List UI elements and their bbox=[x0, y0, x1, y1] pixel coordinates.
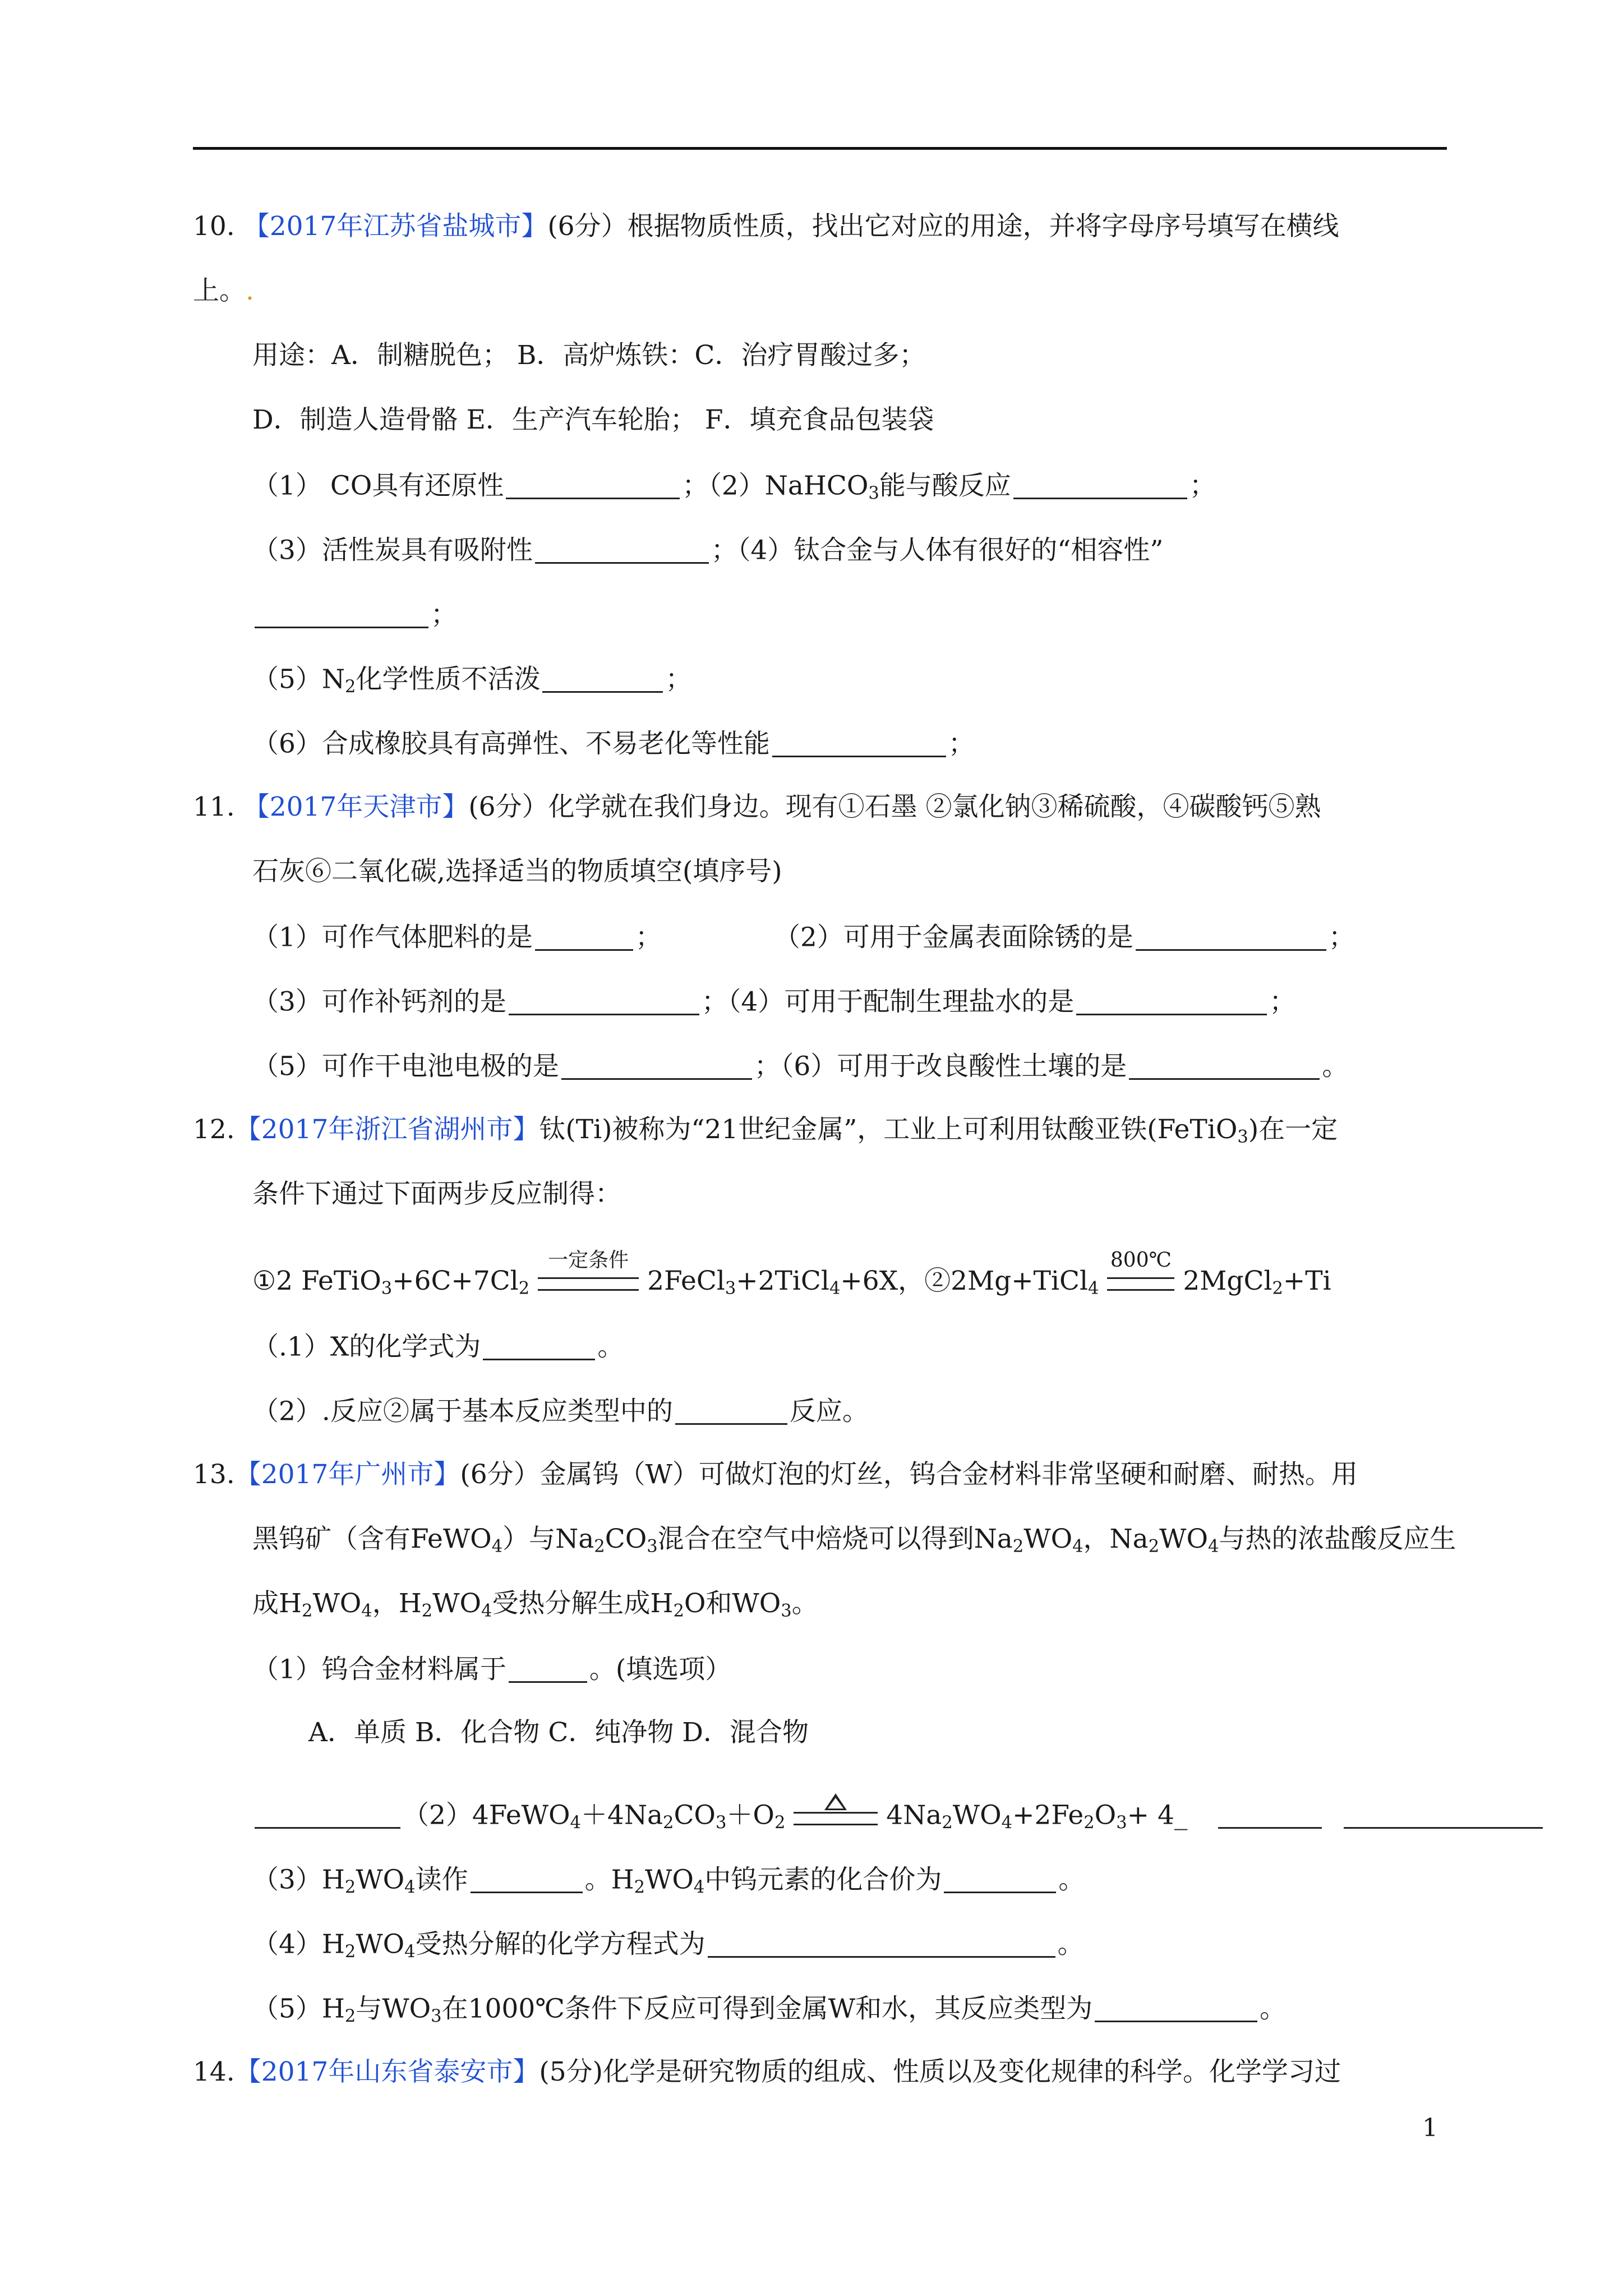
q13-line1: 13.【2017年广州市】(6分）金属钨（W）可做灯泡的灯丝，钨合金材料非常坚硬和耐磨、耐热。用 bbox=[193, 1459, 1358, 1490]
q13-s3: $(3)H_2WO_4$读作 。$H_2WO_4$中钨元素的化合价为 。 bbox=[252, 1864, 1085, 1898]
answer-blank[interactable] bbox=[1095, 1994, 1257, 2022]
answer-blank[interactable] bbox=[1136, 923, 1326, 951]
answer-blank[interactable] bbox=[944, 1865, 1056, 1893]
reaction-condition-arrow: 800℃ bbox=[1107, 1276, 1174, 1291]
answer-blank[interactable] bbox=[1129, 1052, 1320, 1080]
source-tag: 【2017年天津市】 bbox=[243, 792, 469, 822]
answer-blank[interactable] bbox=[255, 1801, 400, 1829]
q13-line3: 成$H_2WO_4$，$H_2WO_4$受热分解生成$H_2O$和$WO_3$。 bbox=[252, 1588, 818, 1621]
q11-s5: （5）可作干电池电极的是 ；（6）可用于改良酸性土壤的是 。 bbox=[252, 1051, 1349, 1082]
answer-blank[interactable] bbox=[483, 1332, 595, 1360]
q12-s1: （.1）X的化学式为 。 bbox=[252, 1331, 624, 1363]
answer-blank[interactable] bbox=[255, 600, 428, 628]
answer-blank[interactable] bbox=[509, 1655, 587, 1683]
q13-equation: $(2)4FeWO_4+4Na_2CO_3+O_2$ $4Na_2WO_4+2Fe_2O_3+$ 4_ bbox=[252, 1801, 1545, 1829]
answer-blank[interactable] bbox=[1344, 1801, 1543, 1829]
answer-blank[interactable] bbox=[1013, 471, 1187, 499]
reaction-condition-arrow: 一定条件 bbox=[538, 1276, 639, 1291]
q13-options: A．单质 B．化合物 C．纯净物 D．混合物 bbox=[308, 1717, 809, 1748]
answer-blank[interactable] bbox=[471, 1865, 583, 1893]
q13-line2: 黑钨矿（含有FeWO$_4$）与$Na_2CO_3$混合在空气中焙烧可以得到$Na_2WO_4$，$Na_2WO_4$与热的浓盐酸反应生 bbox=[252, 1524, 1456, 1557]
answer-blank[interactable] bbox=[772, 729, 946, 757]
answer-blank[interactable] bbox=[675, 1397, 787, 1425]
q11-s3: （3）可作补钙剂的是 ；（4）可用于配制生理盐水的是 ； bbox=[252, 986, 1296, 1018]
answer-blank[interactable] bbox=[708, 1930, 1055, 1958]
answer-blank[interactable] bbox=[1218, 1801, 1322, 1829]
q12-line2: 条件下通过下面两步反应制得： bbox=[252, 1179, 621, 1209]
question-number: 10. bbox=[193, 211, 235, 242]
q10-line2: 上。. bbox=[193, 275, 254, 306]
q11-line2: 石灰⑥二氧化碳,选择适当的物质填空(填序号) bbox=[252, 856, 782, 887]
q10-s5: $(5)N_2$化学性质不活泼 ； bbox=[252, 664, 692, 697]
answer-blank[interactable] bbox=[561, 1052, 752, 1080]
q10-s4-blank: ； bbox=[252, 600, 457, 628]
q12-equation: ①2 $FeTiO_3+6C+7Cl_2$ 一定条件 2FeCl$_3$+2TiCl$_4$+6X，②2Mg+TiCl$_4$ 800℃ 2MgCl$_2$+Ti bbox=[252, 1249, 1331, 1299]
q13-s1: （1）钨合金材料属于 。(填选项） bbox=[252, 1654, 732, 1685]
question-number: 14. bbox=[193, 2056, 235, 2087]
question-number: 12. bbox=[193, 1114, 235, 1145]
q11-s1: （1）可作气体肥料的是 ； （2）可用于金属表面除锈的是 ； bbox=[252, 922, 1355, 953]
q11-line1: 11. 【2017年天津市】(6分）化学就在我们身边。现有①石墨 ②氯化钠③稀硫酸，④碳酸钙⑤熟 bbox=[193, 792, 1321, 822]
q10-uses2: D．制造人造骨骼 E．生产汽车轮胎； F．填充食品包装袋 bbox=[252, 404, 934, 435]
answer-blank[interactable] bbox=[506, 471, 680, 499]
q10-s3: （3）活性炭具有吸附性 ；（4）钛合金与人体有很好的“相容性” bbox=[252, 535, 1164, 566]
heat-condition-arrow bbox=[794, 1811, 878, 1825]
question-number: 13. bbox=[193, 1459, 235, 1490]
answer-blank[interactable] bbox=[535, 536, 709, 564]
source-tag: 【2017年江苏省盐城市】 bbox=[243, 211, 548, 242]
q10-s1: （1） CO具有还原性 ；（2）NaHCO$_3$能与酸反应 ； bbox=[252, 470, 1216, 504]
q13-s4: $(4)H_2WO_4$受热分解的化学方程式为 。 bbox=[252, 1929, 1084, 1962]
answer-blank[interactable] bbox=[509, 987, 699, 1015]
q13-s5: $(5)H_2$与$WO_3$在1000℃条件下反应可得到金属W和水，其反应类型为 。 bbox=[252, 1993, 1287, 2027]
question-number: 11. bbox=[193, 792, 235, 822]
answer-blank[interactable] bbox=[1076, 987, 1267, 1015]
q10-uses1: 用途：A．制糖脱色； B．高炉炼铁：C．治疗胃酸过多； bbox=[252, 340, 926, 371]
source-tag: 【2017年浙江省湖州市】 bbox=[234, 1114, 540, 1145]
source-tag: 【2017年山东省泰安市】 bbox=[234, 2056, 540, 2087]
source-tag: 【2017年广州市】 bbox=[234, 1459, 460, 1490]
q12-s2: （2）.反应②属于基本反应类型中的 反应。 bbox=[252, 1396, 869, 1427]
q12-line1: 12.【2017年浙江省湖州市】钛(Ti)被称为“21世纪金属”，工业上可利用钛酸亚铁(FeTiO$_3$)在一定 bbox=[193, 1114, 1338, 1147]
answer-blank[interactable] bbox=[535, 923, 633, 951]
page-number: 1 bbox=[1422, 2114, 1438, 2142]
header-rule bbox=[193, 147, 1447, 150]
q10-line1: 10. 【2017年江苏省盐城市】(6分）根据物质性质，找出它对应的用途，并将字母序号填写在横线 bbox=[193, 211, 1339, 242]
q10-s6: （6）合成橡胶具有高弹性、不易老化等性能 ； bbox=[252, 728, 975, 760]
q14-line1: 14.【2017年山东省泰安市】(5分)化学是研究物质的组成、性质以及变化规律的科学。化学学习过 bbox=[193, 2056, 1341, 2087]
answer-blank[interactable] bbox=[542, 665, 663, 693]
delta-icon bbox=[824, 1793, 847, 1810]
